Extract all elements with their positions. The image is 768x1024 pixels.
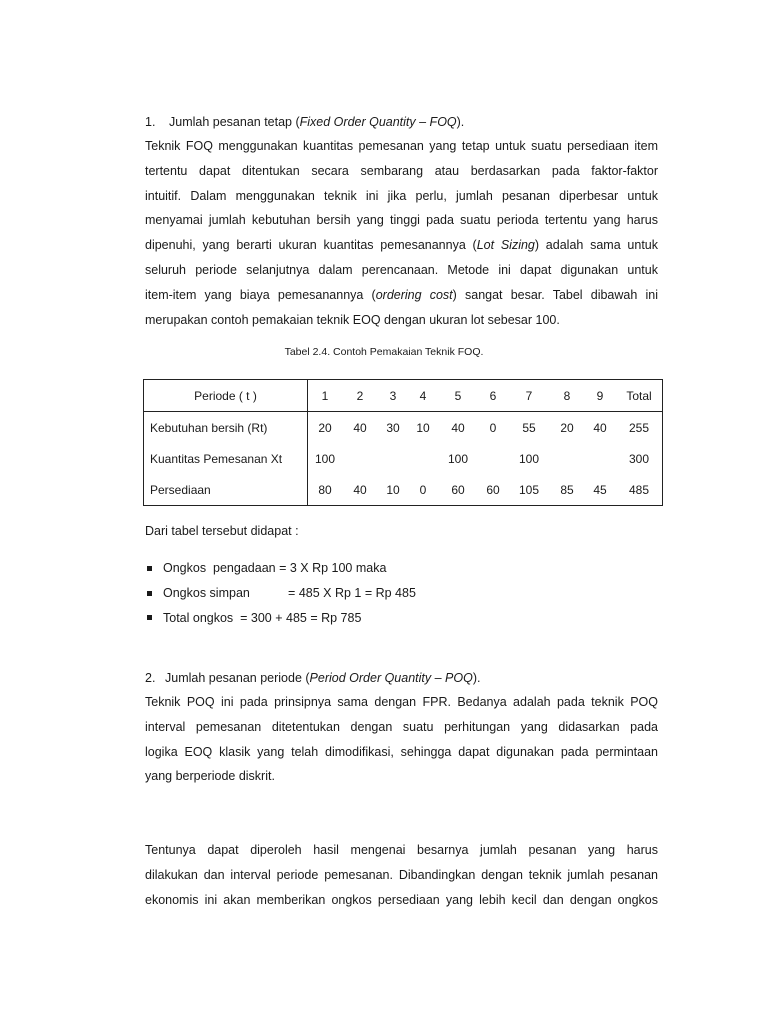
table-cell: 100 xyxy=(314,451,336,466)
section2-title: Jumlah pesanan periode (Period Order Quantity – POQ). xyxy=(165,671,481,685)
paragraph-line: interval pemesanan ditetentukan dengan suatu perhitungan yang didasarkan pada xyxy=(145,719,658,734)
paragraph-line: merupakan contoh pemakaian teknik EOQ dengan ukuran lot sebesar 100. xyxy=(145,312,560,327)
table-cell xyxy=(584,443,616,474)
row-label: Persediaan xyxy=(144,474,308,506)
paragraph-line: seluruh periode selanjutnya dalam perencanaan. Metode ini dapat digunakan untuk xyxy=(145,262,658,277)
table-cell xyxy=(478,443,508,474)
table-cell: 80 xyxy=(318,482,332,497)
table-cell: 10 xyxy=(416,420,430,435)
paragraph-line: Tentunya dapat diperoleh hasil mengenai besarnya jumlah pesanan yang harus xyxy=(145,843,658,857)
table-cell xyxy=(550,443,584,474)
table-cell: 45 xyxy=(593,482,607,497)
table-cell xyxy=(378,443,408,474)
table-cell-total: 485 xyxy=(628,482,650,497)
table-cell: 20 xyxy=(560,420,574,435)
header-cell: 9 xyxy=(584,380,616,412)
header-cell: 3 xyxy=(378,380,408,412)
table-cell xyxy=(342,443,378,474)
square-bullet-icon xyxy=(147,566,152,571)
list-item: Ongkos pengadaan = 3 X Rp 100 maka xyxy=(145,556,416,581)
paragraph-line: item-item yang biaya pemesanannya (ordering cost) sangat besar. Tabel dibawah ini xyxy=(145,287,658,302)
table-row xyxy=(144,474,663,506)
section2-heading xyxy=(145,670,480,686)
paragraph-line: menyamai jumlah kebutuhan bersih yang tinggi pada suatu perioda tertentu yang harus xyxy=(145,213,658,228)
list-item: Ongkos simpan = 485 X Rp 1 = Rp 485 xyxy=(145,581,416,606)
paragraph-line: intuitif. Dalam menggunakan teknik ini jika perlu, jumlah pesanan diperbesar untuk xyxy=(145,188,658,203)
section3-paragraph xyxy=(145,838,658,912)
table-cell: 0 xyxy=(419,482,427,497)
table-caption: Tabel 2.4. Contoh Pemakaian Teknik FOQ. xyxy=(284,346,484,358)
table-cell: 85 xyxy=(560,482,574,497)
header-cell-total: Total xyxy=(616,380,663,412)
table-cell: 0 xyxy=(489,420,497,435)
table-cell: 40 xyxy=(353,420,367,435)
header-cell: 4 xyxy=(408,380,438,412)
table-cell: 100 xyxy=(518,451,540,466)
table-row xyxy=(144,443,663,474)
row-label: Kuantitas Pemesanan Xt xyxy=(144,443,308,474)
header-cell: 8 xyxy=(550,380,584,412)
table-cell: 40 xyxy=(353,482,367,497)
header-cell: 5 xyxy=(438,380,478,412)
header-cell: 6 xyxy=(478,380,508,412)
paragraph-line: dipenuhi, yang berarti ukuran kuantitas pemesanannya (Lot Sizing) adalah sama untuk xyxy=(145,238,658,253)
paragraph-line: tertentu dapat ditentukan secara sembarang atau berdasarkan pada faktor-faktor xyxy=(145,163,658,178)
header-cell: 1 xyxy=(308,380,343,412)
section1-number: 1. xyxy=(145,115,156,129)
section2-paragraph xyxy=(145,690,658,789)
table-cell: 60 xyxy=(451,482,465,497)
paragraph-line: Teknik POQ ini pada prinsipnya sama dengan FPR. Bedanya adalah pada teknik POQ xyxy=(145,695,658,709)
square-bullet-icon xyxy=(147,615,152,620)
paragraph-line: dilakukan dan interval periode pemesanan. Dibandingkan dengan teknik jumlah pesanan xyxy=(145,867,658,882)
list-item: Total ongkos = 300 + 485 = Rp 785 xyxy=(145,606,416,631)
section1-heading xyxy=(145,114,464,130)
table-cell: 40 xyxy=(451,420,465,435)
table-cell: 55 xyxy=(522,420,536,435)
table-cell: 60 xyxy=(486,482,500,497)
square-bullet-icon xyxy=(147,591,152,596)
header-label: Periode ( t ) xyxy=(144,380,308,412)
table-cell: 40 xyxy=(593,420,607,435)
table-cell xyxy=(408,443,438,474)
table-header-row xyxy=(144,380,663,412)
foq-table xyxy=(143,379,663,506)
section1-title: Jumlah pesanan tetap (Fixed Order Quantity – FOQ). xyxy=(169,115,465,129)
paragraph-line: ekonomis ini akan memberikan ongkos persediaan yang lebih kecil dan dengan ongkos xyxy=(145,892,658,907)
section2-number: 2. xyxy=(145,671,156,685)
table-row xyxy=(144,412,663,444)
paragraph-line: yang berperiode diskrit. xyxy=(145,769,275,784)
header-cell: 7 xyxy=(508,380,550,412)
section1-paragraph xyxy=(145,134,658,332)
paragraph-line: logika EOQ klasik yang telah dimodifikasi, sehingga dapat digunakan pada permintaan xyxy=(145,744,658,759)
paragraph-line: Teknik FOQ menggunakan kuantitas pemesanan yang tetap untuk suatu persediaan item xyxy=(145,139,658,153)
table-cell: 10 xyxy=(386,482,400,497)
summary-title: Dari tabel tersebut didapat : xyxy=(145,524,299,538)
table-cell-total: 255 xyxy=(628,420,650,435)
table-cell: 20 xyxy=(318,420,332,435)
table-cell: 100 xyxy=(447,451,469,466)
summary-list xyxy=(145,556,416,630)
header-cell: 2 xyxy=(342,380,378,412)
table-cell: 30 xyxy=(386,420,400,435)
row-label: Kebutuhan bersih (Rt) xyxy=(144,412,308,444)
table-cell: 105 xyxy=(518,482,540,497)
table-cell-total: 300 xyxy=(628,451,650,466)
